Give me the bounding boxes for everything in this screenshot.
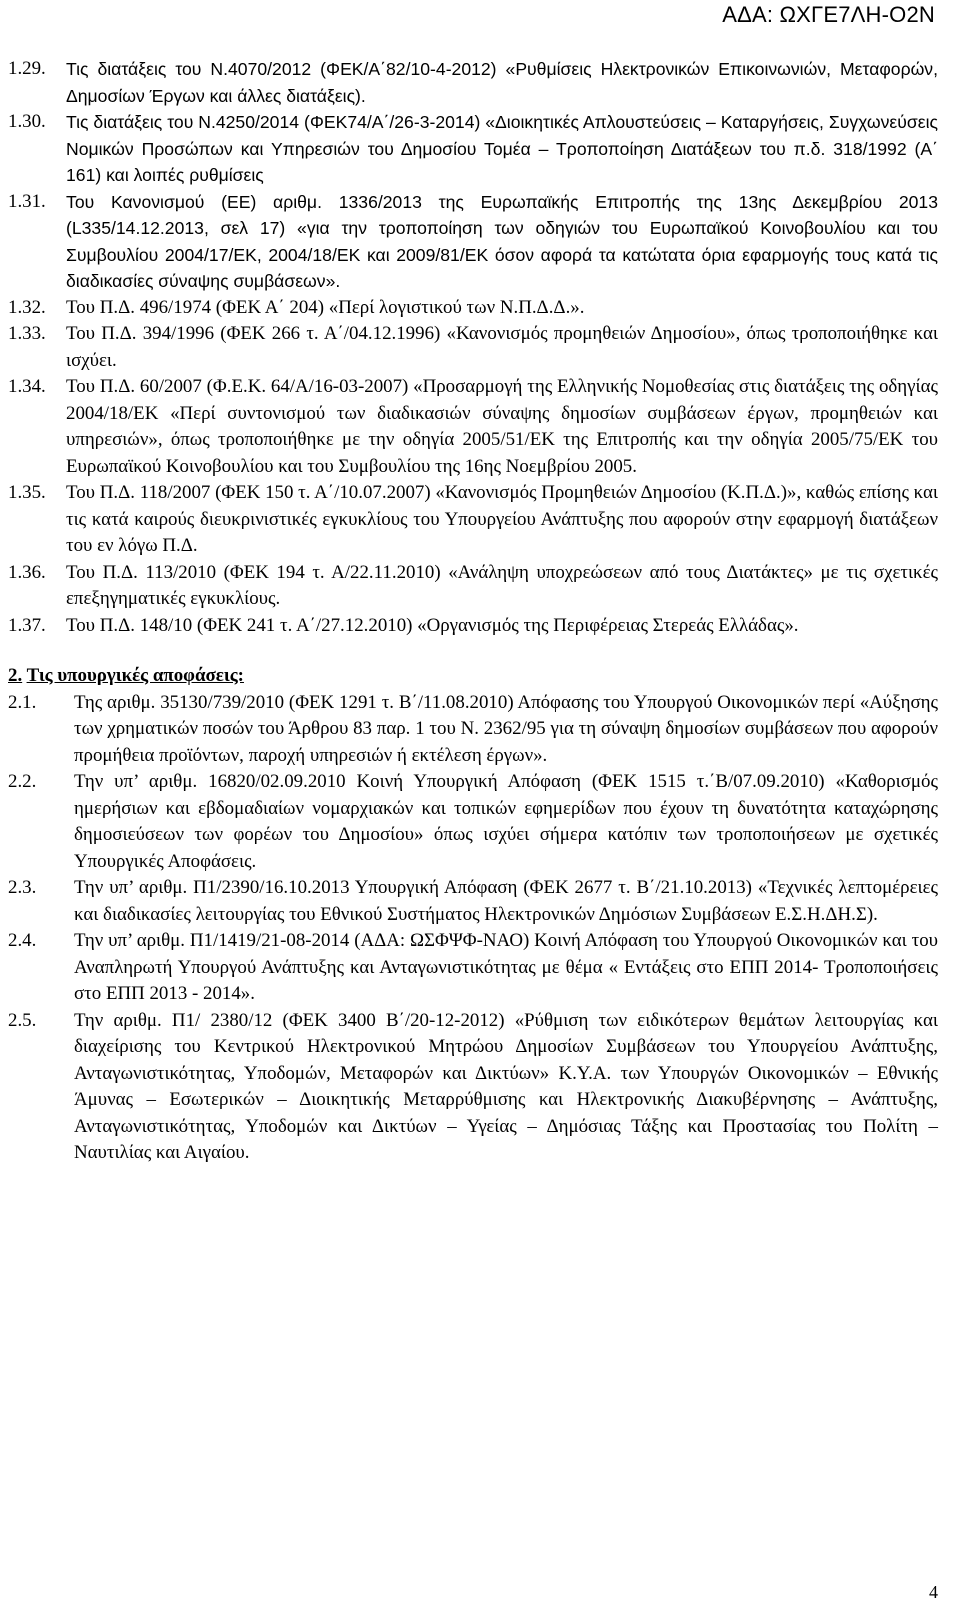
list-item xyxy=(8,690,938,770)
item-text: Του Π.Δ. 113/2010 (ΦΕΚ 194 τ. Α/22.11.2010) «Ανάληψη υποχρεώσεων από τους Διατάκτες» με τις σχετικές επεξηγηματικές εγκυκλίους. xyxy=(66,561,938,609)
section-spacer xyxy=(8,639,938,663)
item-text: Τις διατάξεις του Ν.4250/2014 (ΦΕΚ74/Α΄/26-3-2014) «Διοικητικές Απλουστεύσεις – Καταργήσεις, Συγχωνεύσεις Νομικών Προσώπων και Υπηρεσιών του Δημοσίου Τομέα – Τροποποίηση Διατάξεων του π.δ. 318/1992 (Α΄ 161) και λοιπές ρυθμίσεις xyxy=(66,112,938,185)
list-item xyxy=(8,875,938,928)
item-number: 1.31. xyxy=(8,190,46,212)
item-text: Του Π.Δ. 148/10 (ΦΕΚ 241 τ. Α΄/27.12.2010) «Οργανισμός της Περιφέρειας Στερεάς Ελλάδας». xyxy=(66,614,799,636)
item-text: Τις διατάξεις του Ν.4070/2012 (ΦΕΚ/Α΄82/10-4-2012) «Ρυθμίσεις Ηλεκτρονικών Επικοινωνιών, Μεταφορών, Δημοσίων Έργων και άλλες διατάξεις). xyxy=(66,59,938,106)
item-number: 1.35. xyxy=(8,482,46,503)
list-item xyxy=(8,480,938,560)
ministerial-decisions-list xyxy=(8,690,938,1167)
item-number: 1.29. xyxy=(8,58,46,79)
list-item xyxy=(8,189,938,295)
item-number: 1.30. xyxy=(8,111,46,132)
list-item xyxy=(8,613,938,640)
list-item xyxy=(8,321,938,374)
list-item xyxy=(8,295,938,322)
page-number: 4 xyxy=(929,1582,938,1602)
document-body xyxy=(8,56,938,1167)
list-item xyxy=(8,1008,938,1167)
item-text: Του Π.Δ. 118/2007 (ΦΕΚ 150 τ. Α΄/10.07.2007) «Κανονισμός Προμηθειών Δημοσίου (Κ.Π.Δ.)», καθώς επίσης και τις κατά καιρούς διευκρινιστικές εγκυκλίους του Υπουργείου Ανάπτυξης που αφορούν στην εφαρμογή διατάξεων του εν λόγω Π.Δ. xyxy=(66,482,939,556)
legislation-list xyxy=(8,56,938,639)
item-number: 1.34. xyxy=(8,376,46,397)
item-number: 2.2. xyxy=(8,771,37,792)
item-number: 2.1. xyxy=(8,691,37,713)
item-text: Του Κανονισμού (ΕΕ) αριθμ. 1336/2013 της Ευρωπαϊκής Επιτροπής της 13ης Δεκεμβρίου 2013 (L335/14.12.2013, σελ 17) «για την τροποποίηση των οδηγιών του Ευρωπαϊκού Κοινοβουλίου και του Συμβουλίου 2004/17/ΕΚ, 2004/18/ΕΚ και 2009/81/ΕΚ όσον αφορά τα κατώτατα όρια εφαρμογής τους κατά τις διαδικασίες σύναψης συμβάσεων». xyxy=(66,191,938,291)
list-item xyxy=(8,769,938,875)
item-text: Της αριθμ. 35130/739/2010 (ΦΕΚ 1291 τ. Β΄/11.08.2010) Απόφασης του Υπουργού Οικονομικών περί «Αύξησης των χρηματικών ποσών του Άρθρου 83 παρ. 1 του Ν. 2362/95 για τη σύναψη δημοσίων συμβάσεων που αφορούν προμήθεια προϊόντων, παροχή υπηρεσιών ή εκτέλεση έργων». xyxy=(74,691,938,766)
list-item xyxy=(8,109,938,189)
list-item xyxy=(8,374,938,480)
item-number: 2.4. xyxy=(8,930,37,951)
item-text: Την αριθμ. Π1/ 2380/12 (ΦΕΚ 3400 Β΄/20-12-2012) «Ρύθμιση των ειδικότερων θεμάτων λειτουργίας και διαχείρισης του Κεντρικού Ηλεκτρονικού Μητρώου Δημοσίων Συμβάσεων του Υπουργείου Ανάπτυξης, Ανταγωνιστικότητας, Υποδομών, Μεταφορών και Δικτύων» Κ.Υ.Α. των Υπουργών Οικονομικών – Εθνικής Άμυνας – Εσωτερικών – Διοικητικής Μεταρρύθμισης και Ηλεκτρονικής Διακυβέρνησης – Ανάπτυξης, Ανταγωνιστικότητας, Υποδομών και Δικτύων – Υγείας – Δημόσιας Τάξης και Προστασίας του Πολίτη – Ναυτιλίας και Αιγαίου. xyxy=(74,1009,938,1163)
item-text: Την υπ’ αριθμ. Π1/1419/21-08-2014 (ΑΔΑ: ΩΣΦΨΦ-ΝΑΟ) Κοινή Απόφαση του Υπουργού Οικονομικών και του Αναπληρωτή Υπουργού Ανάπτυξης και Ανταγωνιστικότητας με θέμα « Εντάξεις στο ΕΠΠ 2014- Τροποποιήσεις στο ΕΠΠ 2013 - 2014». xyxy=(74,930,938,1004)
section-number: 2. xyxy=(8,665,23,686)
list-item xyxy=(8,56,938,109)
item-number: 2.5. xyxy=(8,1009,37,1031)
item-number: 1.36. xyxy=(8,561,46,583)
item-number: 1.32. xyxy=(8,296,46,318)
item-text: Την υπ’ αριθμ. Π1/2390/16.10.2013 Υπουργική Απόφαση (ΦΕΚ 2677 τ. Β΄/21.10.2013) «Τεχνικές λεπτομέρειες και διαδικασίες λειτουργίας του Εθνικού Συστήματος Ηλεκτρονικών Δημόσιων Συμβάσεων Ε.Σ.Η.ΔΗ.Σ). xyxy=(74,877,938,925)
item-number: 1.33. xyxy=(8,323,46,344)
list-item xyxy=(8,928,938,1008)
item-text: Του Π.Δ. 496/1974 (ΦΕΚ Α΄ 204) «Περί λογιστικού των Ν.Π.Δ.Δ.». xyxy=(66,296,585,318)
list-item xyxy=(8,560,938,613)
item-text: Του Π.Δ. 60/2007 (Φ.Ε.Κ. 64/Α/16-03-2007) «Προσαρμογή της Ελληνικής Νομοθεσίας στις διατάξεις της οδηγίας 2004/18/ΕΚ «Περί συντονισμού των διαδικασιών σύναψης δημοσίων συμβάσεων έργων, προμηθειών και υπηρεσιών», όπως τροποποιήθηκε με την οδηγία 2005/51/ΕΚ της Επιτροπής και την οδηγία 2005/75/ΕΚ του Ευρωπαϊκού Κοινοβουλίου και του Συμβουλίου της 16ης Νοεμβρίου 2005. xyxy=(66,376,938,477)
item-text: Την υπ’ αριθμ. 16820/02.09.2010 Κοινή Υπουργική Απόφαση (ΦΕΚ 1515 τ.΄Β/07.09.2010) «Καθορισμός ημερήσιων και εβδομαδιαίων νομαρχιακών και τοπικών εφημερίδων που έχουν τη δυνατότητα καταχώρησης δημοσιεύσεων των φορέων του Δημοσίου» όπως ισχύει σήμερα κατόπιν των τροποποιήσεων με σχετικές Υπουργικές Αποφάσεις. xyxy=(74,771,938,872)
section-title: Τις υπουργικές αποφάσεις: xyxy=(26,665,244,686)
item-number: 1.37. xyxy=(8,614,46,636)
ada-code: ΑΔΑ: ΩΧΓΕ7ΛΗ-Ο2Ν xyxy=(722,2,935,27)
item-number: 2.3. xyxy=(8,877,37,898)
item-text: Του Π.Δ. 394/1996 (ΦΕΚ 266 τ. Α΄/04.12.1996) «Κανονισμός προμηθειών Δημοσίου», όπως τροποποιήθηκε και ισχύει. xyxy=(66,323,938,371)
section-heading xyxy=(8,663,938,690)
